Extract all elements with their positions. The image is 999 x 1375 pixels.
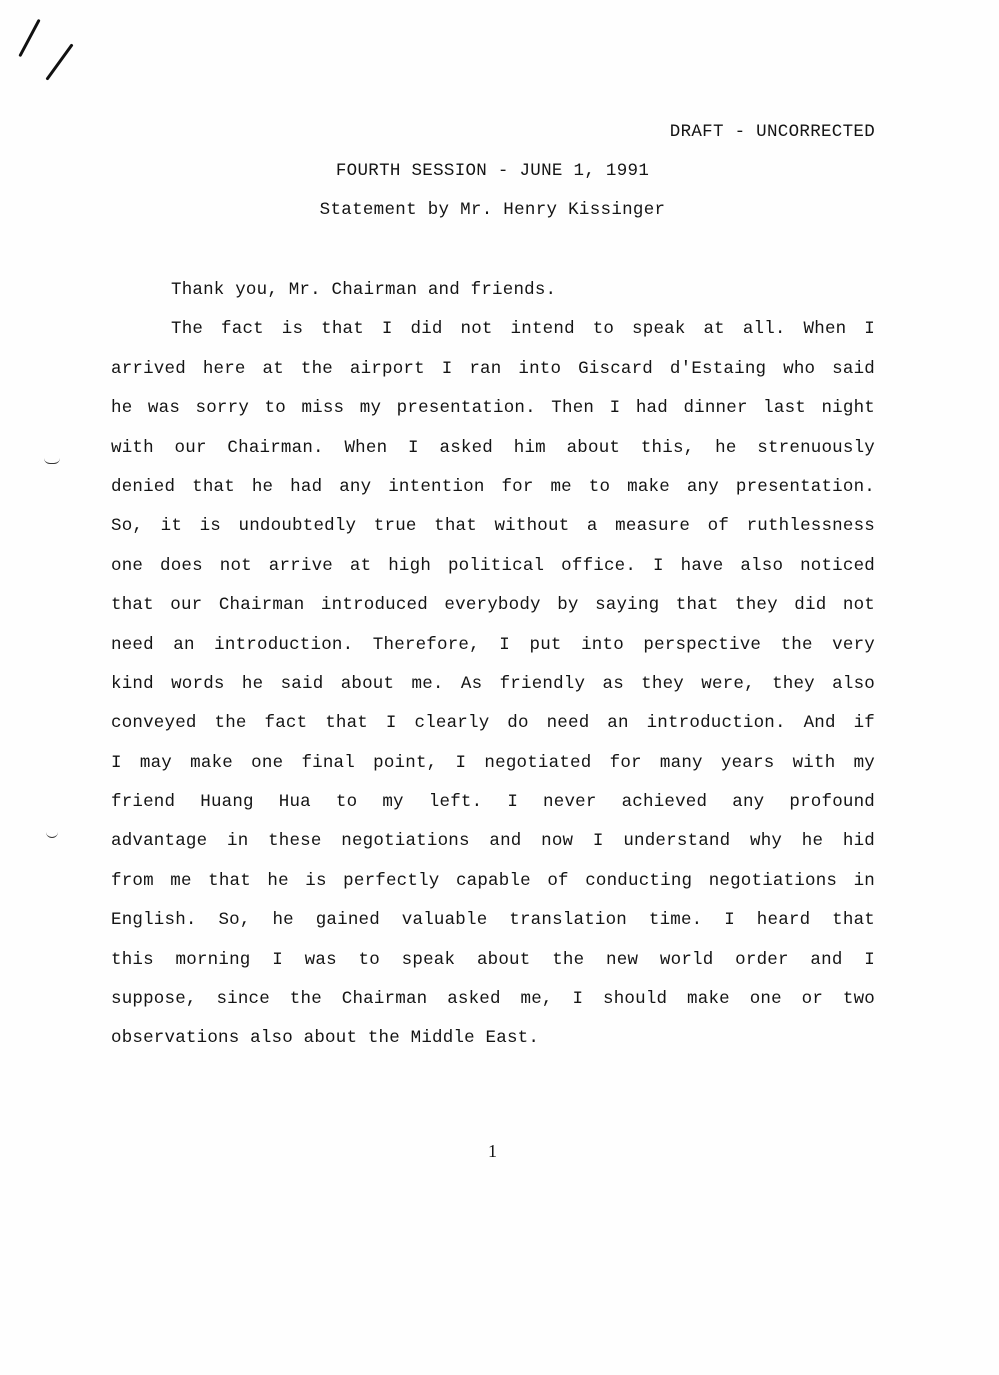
statement-title: Statement by Mr. Henry Kissinger: [319, 200, 666, 220]
text-line: denied that he had any intention for me to make any presentation.: [111, 476, 875, 497]
text-line: advantage in these negotiations and now I understand why he hid: [111, 831, 875, 852]
text-line: I may make one final point, I negotiated for many years with my: [111, 752, 875, 773]
text-line: suppose, since the Chairman asked me, I should make one or two: [111, 989, 875, 1010]
text-line: Thank you, Mr. Chairman and friends.: [171, 280, 557, 300]
session-title: FOURTH SESSION - JUNE 1, 1991: [335, 161, 650, 181]
text-line: English. So, he gained valuable translation time. I heard that: [111, 910, 875, 931]
text-line: The fact is that I did not intend to speak at all. When I: [171, 319, 875, 340]
handwritten-slash-mark: [18, 19, 40, 57]
statement-body: [111, 279, 875, 1067]
text-line: kind words he said about me. As friendly as they were, they also: [111, 673, 875, 694]
text-line: friend Huang Hua to my left. I never achieved any profound: [111, 792, 875, 813]
margin-tick-mark: [46, 832, 58, 838]
text-line: need an introduction. Therefore, I put into perspective the very: [111, 634, 875, 655]
text-line: So, it is undoubtedly true that without a measure of ruthlessness: [111, 516, 875, 537]
page-number: 1: [488, 1141, 497, 1161]
text-line: that our Chairman introduced everybody by saying that they did not: [111, 595, 875, 616]
handwritten-slash-mark: [45, 43, 73, 80]
text-line: conveyed the fact that I clearly do need an introduction. And if: [111, 713, 875, 734]
text-line: with our Chairman. When I asked him about this, he strenuously: [111, 437, 875, 458]
text-line: from me that he is perfectly capable of conducting negotiations in: [111, 870, 875, 891]
text-line: observations also about the Middle East.: [111, 1028, 540, 1049]
text-line: he was sorry to miss my presentation. Then I had dinner last night: [111, 398, 875, 419]
margin-tick-mark: [44, 458, 60, 464]
draft-stamp: DRAFT - UNCORRECTED: [669, 122, 875, 142]
text-line: one does not arrive at high political office. I have also noticed: [111, 555, 875, 576]
text-line: this morning I was to speak about the new world order and I: [111, 949, 875, 970]
text-line: arrived here at the airport I ran into Giscard d'Estaing who said: [111, 358, 875, 379]
